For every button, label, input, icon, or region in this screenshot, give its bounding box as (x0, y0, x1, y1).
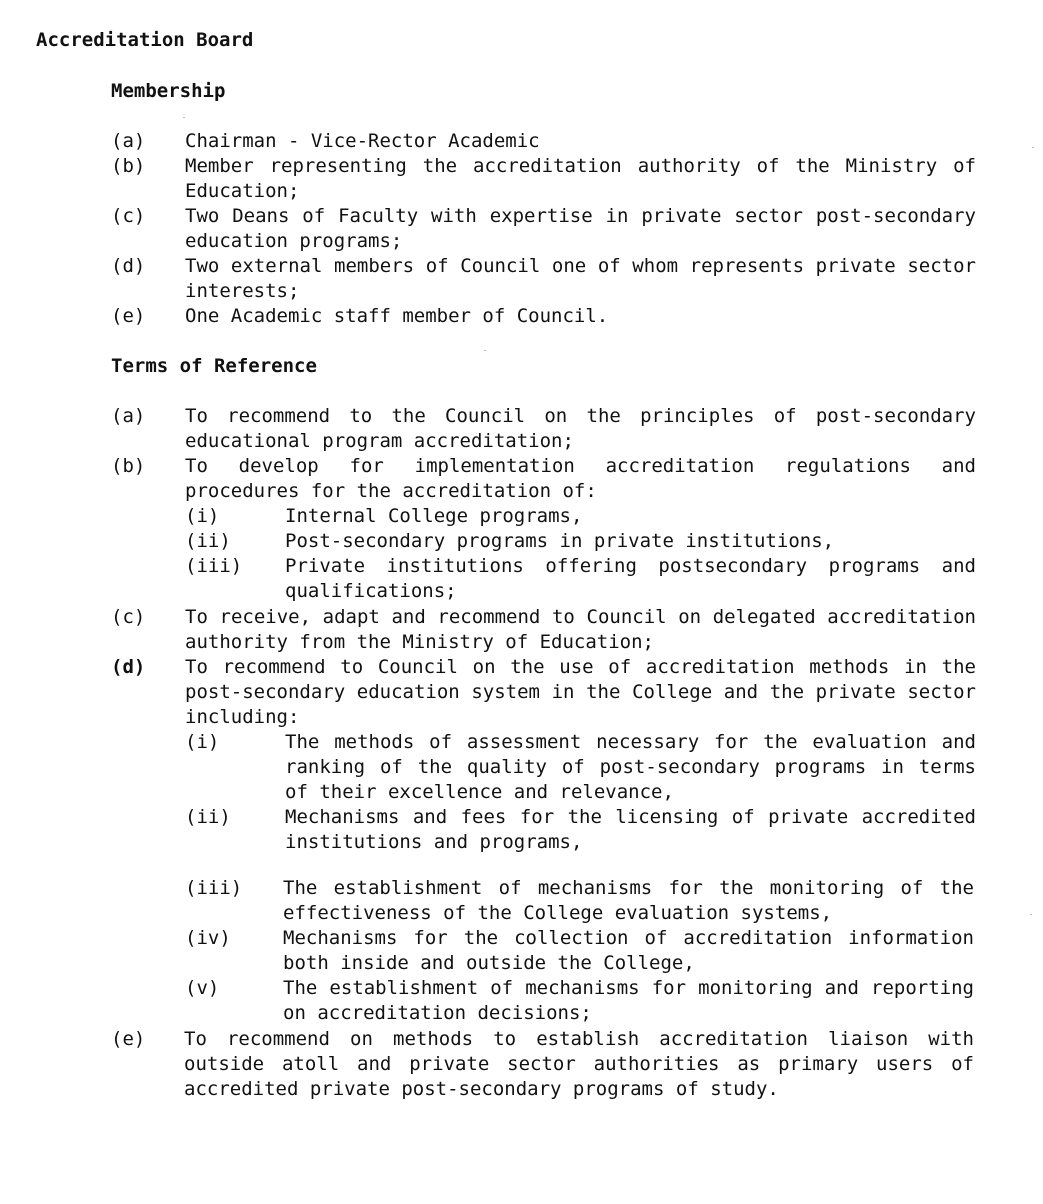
cropped-previous-line (220, 0, 660, 2)
item-text: To develop for implementation accreditation regulations and procedures for the accreditation of: (185, 455, 976, 502)
item-text: To recommend on methods to establish accreditation liaison with outside atoll and private sector authorities as primary users of accredited private post-secondary programs of study. (184, 1028, 974, 1100)
item-label: (c) (111, 606, 146, 628)
subitem-text: Mechanisms for the collection of accreditation information both inside and outside the College, (283, 927, 974, 974)
item-text: Two external members of Council one of whom represents private sector interests; (185, 255, 976, 302)
item-label: (c) (111, 205, 146, 227)
document-title: Accreditation Board (36, 29, 254, 51)
subitem-text: Post-secondary programs in private institutions, (285, 530, 835, 552)
scan-speck (1030, 914, 1032, 915)
item-text: One Academic staff member of Council. (185, 305, 609, 327)
subitem-text: The establishment of mechanisms for the monitoring of the effectiveness of the College evaluation systems, (283, 877, 974, 924)
item-label: (b) (111, 155, 146, 177)
subitem-text: The methods of assessment necessary for the evaluation and ranking of the quality of post-secondary programs in terms of their excellence and relevance, (285, 731, 976, 803)
scan-speck (484, 350, 486, 351)
item-label: (e) (111, 305, 146, 327)
subitem-text: Private institutions offering postsecondary programs and qualifications; (285, 555, 976, 602)
subitem-label: (v) (185, 977, 220, 999)
subitem-label: (ii) (185, 806, 231, 828)
subitem-text: Internal College programs, (285, 505, 583, 527)
subitem-label: (i) (185, 505, 220, 527)
membership-heading: Membership (111, 80, 226, 102)
item-text: To receive, adapt and recommend to Council on delegated accreditation authority from the Ministry of Education; (185, 606, 976, 653)
subitem-text: The establishment of mechanisms for monitoring and reporting on accreditation decisions; (283, 977, 974, 1024)
item-label: (a) (111, 405, 146, 427)
item-text: To recommend to Council on the use of accreditation methods in the post-secondary education system in the College and the private sector including: (185, 656, 976, 728)
item-text: To recommend to the Council on the principles of post-secondary educational program accreditation; (185, 405, 976, 452)
item-label: (d) (111, 255, 146, 277)
subitem-label: (i) (185, 731, 220, 753)
item-label: (a) (111, 130, 146, 152)
item-text: Member representing the accreditation authority of the Ministry of Education; (185, 155, 976, 202)
subitem-label: (iii) (185, 877, 243, 899)
item-label: (e) (111, 1028, 146, 1050)
item-label: (b) (111, 455, 146, 477)
terms-heading: Terms of Reference (111, 355, 317, 377)
item-label: (d) (111, 656, 146, 678)
subitem-label: (iv) (185, 927, 231, 949)
scan-speck (1032, 147, 1034, 148)
subitem-text: Mechanisms and fees for the licensing of private accredited institutions and programs, (285, 806, 976, 853)
item-text: Chairman - Vice-Rector Academic (185, 130, 540, 152)
scan-speck (183, 117, 185, 118)
subitem-label: (ii) (185, 530, 231, 552)
item-text: Two Deans of Faculty with expertise in private sector post-secondary education programs; (185, 205, 976, 252)
subitem-label: (iii) (185, 555, 243, 577)
